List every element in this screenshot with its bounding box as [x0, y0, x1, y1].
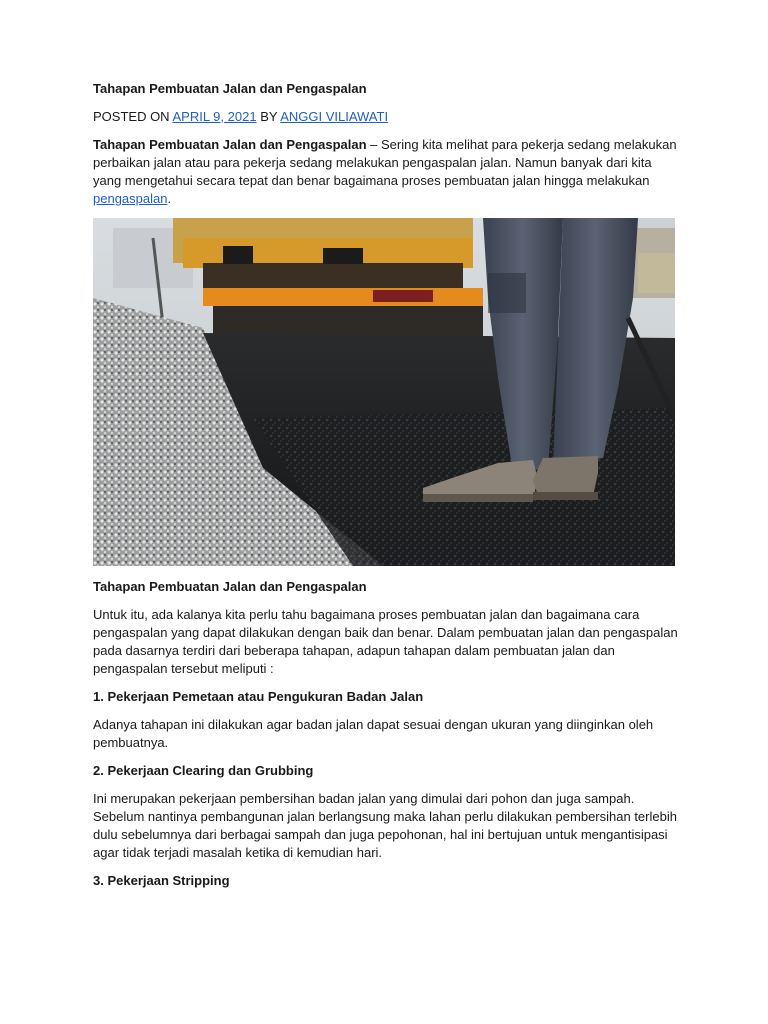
step-1-text: Adanya tahapan ini dilakukan agar badan jalan dapat sesuai dengan ukuran yang diinginkan oleh pembuatnya.: [93, 717, 654, 750]
road-paving-photo: [93, 218, 675, 566]
step-3-heading: 3. Pekerjaan Stripping: [93, 873, 230, 888]
step-1-heading: 1. Pekerjaan Pemetaan atau Pengukuran Badan Jalan: [93, 689, 424, 704]
photo-illustration: [93, 218, 675, 566]
intro-paragraph: [93, 136, 678, 208]
pengaspalan-link[interactable]: pengaspalan: [93, 191, 168, 206]
intro-text-end: .: [167, 191, 172, 206]
author-link[interactable]: ANGGI VILIAWATI: [280, 109, 389, 124]
post-meta: [93, 108, 678, 126]
article-title: Tahapan Pembuatan Jalan dan Pengaspalan: [93, 81, 367, 96]
step-2-text: Ini merupakan pekerjaan pembersihan badan jalan yang dimulai dari pohon dan juga sampah. Sebelum nantinya pembangunan jalan berlangsung maka lahan perlu dilakukan pembersihan terlebih dulu sebelumnya dari berbagai sampah dan juga pepohonan, hal ini bertujuan untuk mengantisipasi agar tidak terjadi masalah ketika di kemudian hari.: [93, 791, 677, 860]
article: [93, 80, 678, 900]
section-heading: Tahapan Pembuatan Jalan dan Pengaspalan: [93, 579, 367, 594]
post-date-link[interactable]: APRIL 9, 2021: [172, 109, 257, 124]
intro-text: – Sering kita melihat para pekerja sedang melakukan perbaikan jalan atau para pekerja sedang melakukan pengaspalan jalan. Namun banyak dari kita yang mengetahui secara tepat dan benar bagaimana proses pembuatan jalan hingga melakukan: [93, 137, 677, 188]
step-2-heading: 2. Pekerjaan Clearing dan Grubbing: [93, 763, 314, 778]
section-intro: Untuk itu, ada kalanya kita perlu tahu bagaimana proses pembuatan jalan dan bagaimana cara pengaspalan yang dapat dilakukan dengan baik dan benar. Dalam pembuatan jalan dan pengaspalan pada dasarnya terdiri dari beberapa tahapan, adapun tahapan dalam pembuatan jalan dan pengaspalan tersebut meliputi :: [93, 607, 678, 676]
by-label: BY: [260, 109, 278, 124]
posted-on-label: POSTED ON: [93, 109, 170, 124]
intro-bold-lead: Tahapan Pembuatan Jalan dan Pengaspalan: [93, 137, 367, 152]
